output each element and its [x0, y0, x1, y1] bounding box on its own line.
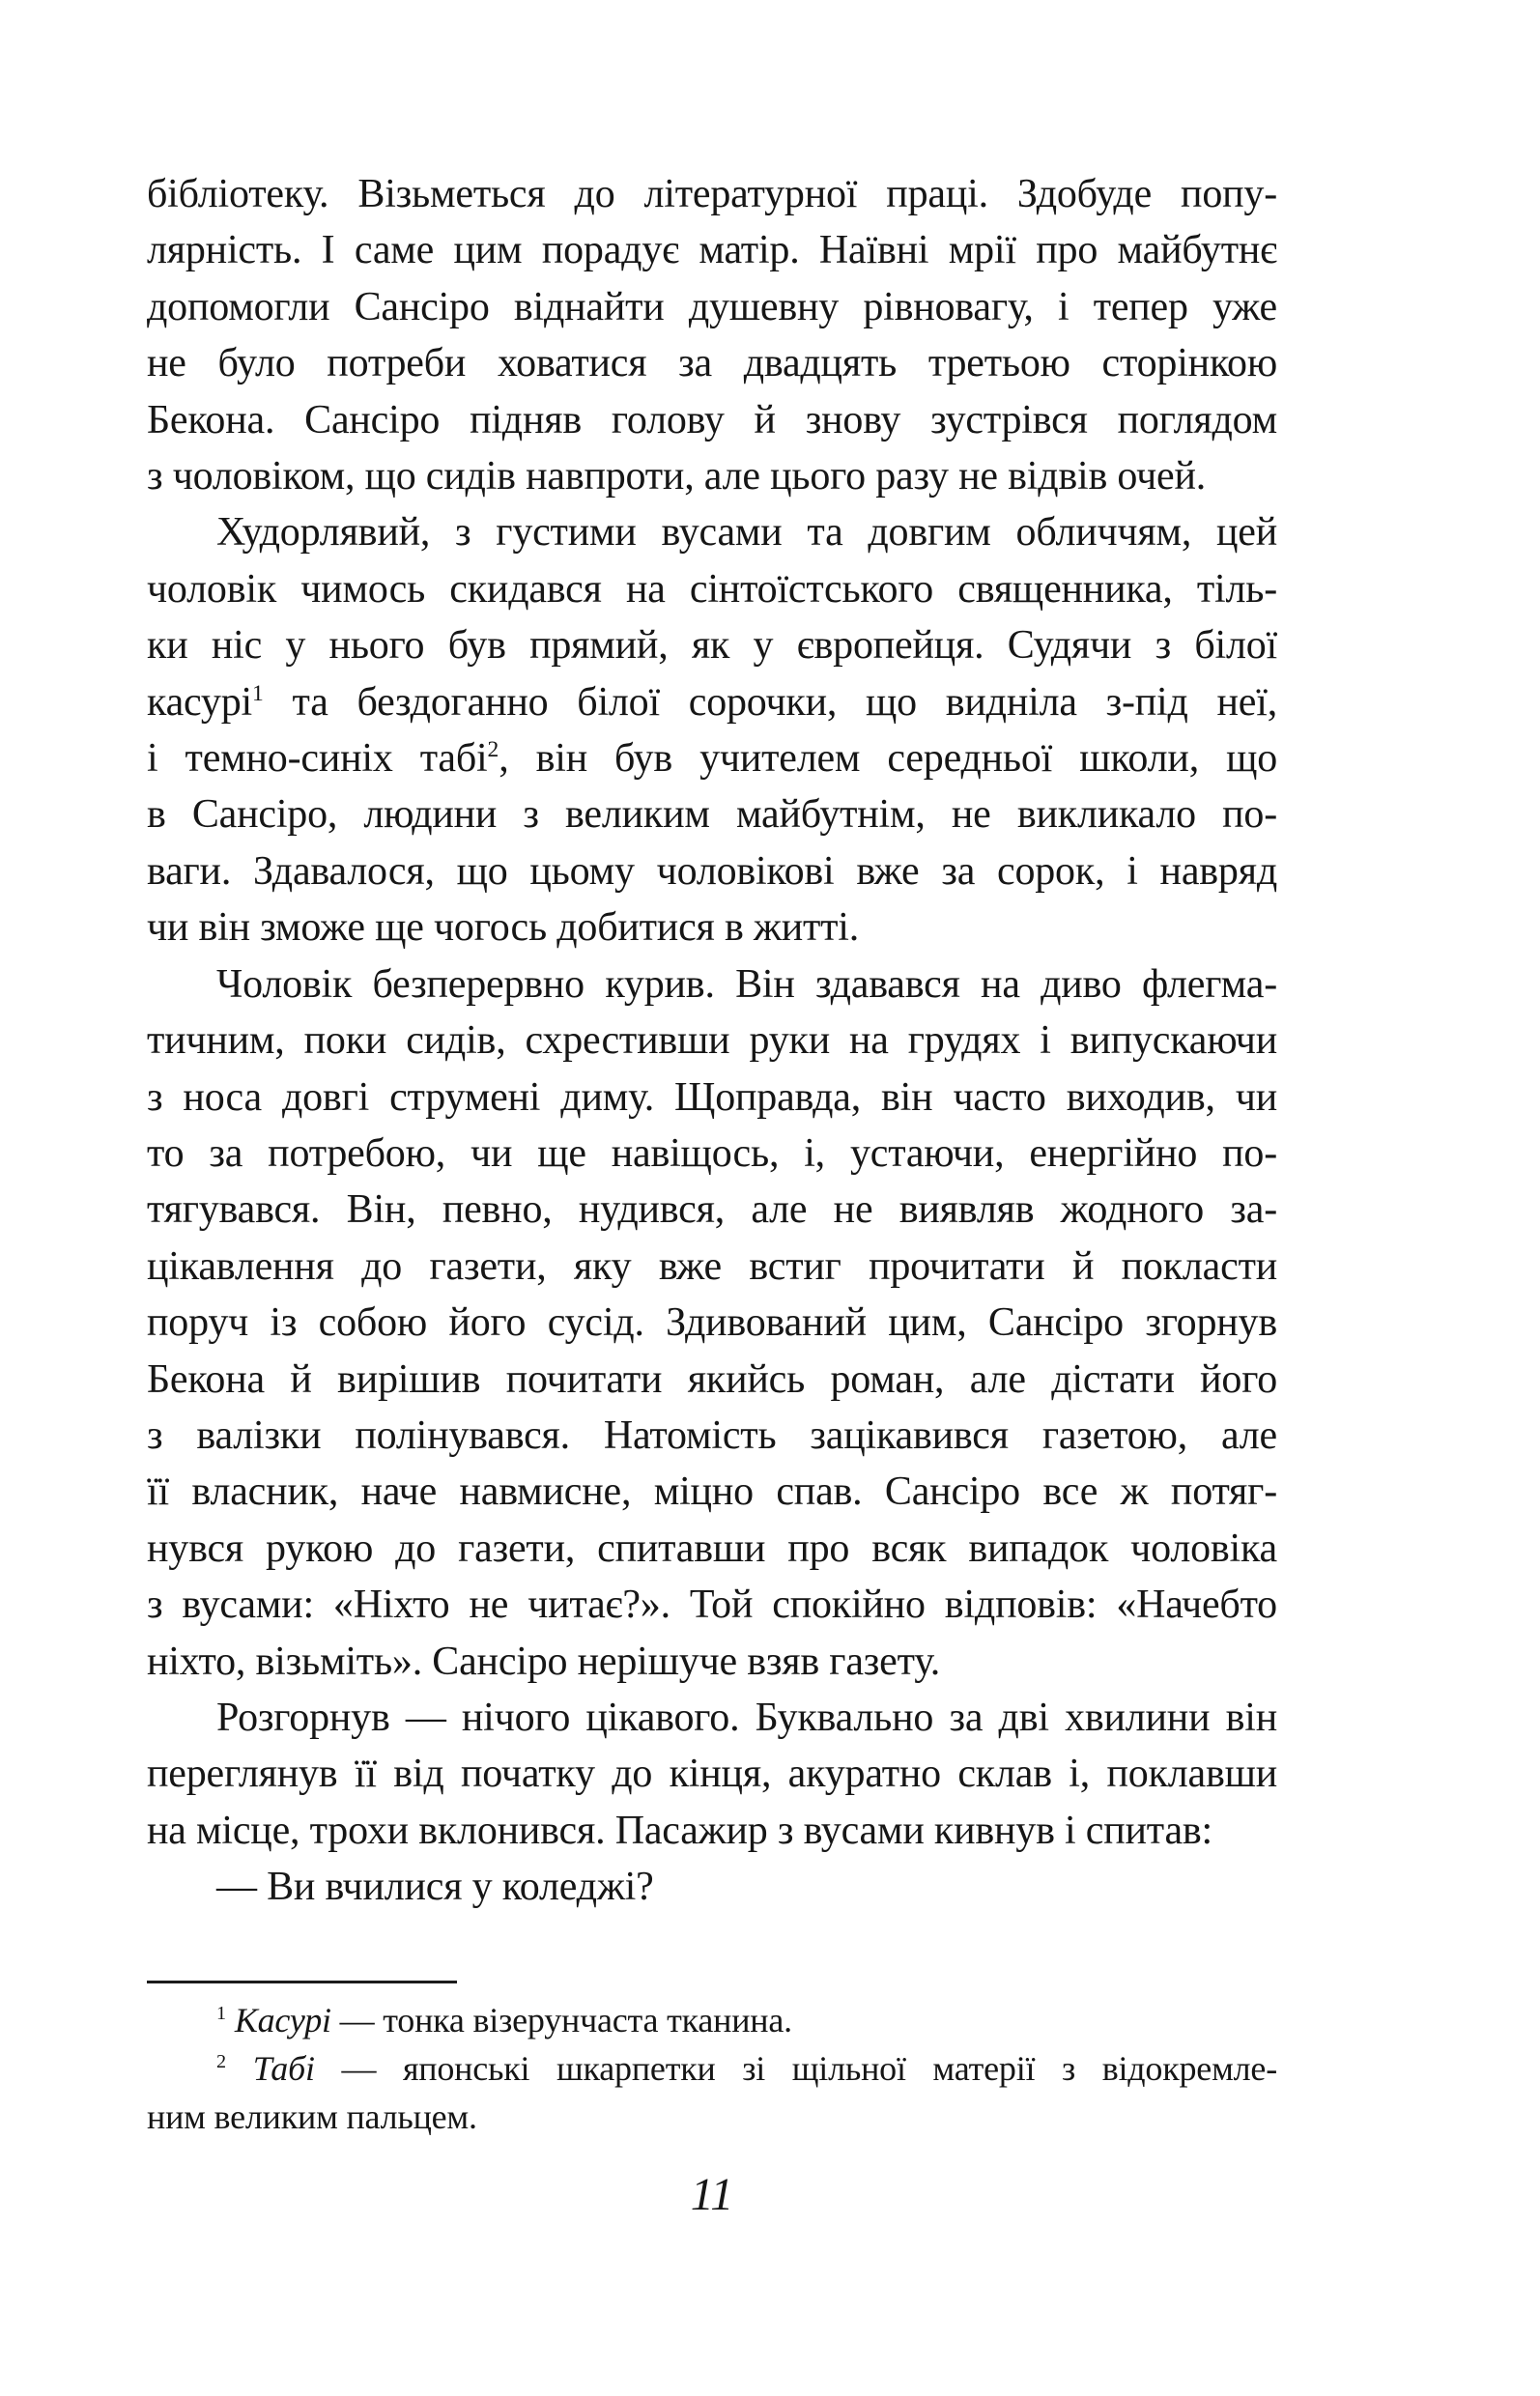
footnotes — [147, 1996, 1277, 2141]
text-line: — Ви вчилися у коледжі? — [216, 1865, 654, 1910]
text-line: цікавлення до газети, яку вже встиг прочитати й покласти — [147, 1243, 1277, 1289]
text-line: тичним, поки сидів, схрестивши руки на грудях і випускаючи — [147, 1018, 1277, 1064]
text-line: на місце, трохи вклонився. Пасажир з вусами кивнув і спитав: — [147, 1808, 1213, 1853]
text-line: чи він зможе ще чогось добитися в житті. — [147, 905, 860, 951]
text-line: Худорлявий, з густими вусами та довгим обличчям, цей — [216, 510, 1277, 556]
body-text — [147, 166, 1277, 1916]
text-line: поруч із собою його сусід. Здивований цим, Сансіро згорнув — [147, 1300, 1277, 1346]
text-line: ки ніс у нього був прямий, як у європейця. Судячи з білої — [147, 623, 1277, 669]
text-line: і темно-синіх табі$^2$, він був учителем середньої школи, що — [147, 736, 1278, 782]
text-line: допомогли Сансіро віднайти душевну рівновагу, і тепер уже — [147, 284, 1277, 329]
text-line: переглянув її від початку до кінця, акуратно склав і, поклавши — [147, 1752, 1277, 1797]
text-line: її власник, наче навмисне, міцно спав. Сансіро все ж потяг- — [147, 1469, 1277, 1515]
text-line: з валізки полінувався. Натомість зацікавився газетою, але — [147, 1412, 1277, 1458]
text-line: ніхто, візьміть». Сансіро нерішуче взяв газету. — [147, 1639, 941, 1684]
text-line: бібліотеку. Візьметься до літературної праці. Здобуде попу- — [147, 172, 1277, 216]
text-line: тягувався. Він, певно, нудився, але не виявляв жодного за- — [147, 1187, 1277, 1233]
text-line: з носа довгі струмені диму. Щоправда, він часто виходив, чи — [147, 1074, 1277, 1120]
text-line: чоловік чимось скидався на сінтоїстського священника, тіль- — [147, 566, 1277, 612]
page-number: 11 — [690, 2169, 734, 2220]
text-line: лярність. І саме цим порадує матір. Наївні мрії про майбутнє — [147, 228, 1277, 273]
text-line: Чоловік безперервно курив. Він здавався на диво флегма- — [216, 961, 1277, 1007]
text-line: нувся рукою до газети, спитавши про всяк випадок чоловіка — [147, 1526, 1277, 1571]
footnote-line: $^2$ Табі — японські шкарпетки зі щільної матерії з відокремле- — [216, 2049, 1277, 2088]
text-line: Розгорнув — нічого цікавого. Буквально за дві хвилини він — [216, 1695, 1277, 1740]
text-line: Бекона й вирішив почитати якийсь роман, але дістати його — [147, 1356, 1277, 1402]
text-line: Бекона. Сансіро підняв голову й знову зустрівся поглядом — [147, 397, 1277, 442]
footnote-line: ним великим пальцем. — [147, 2097, 477, 2136]
text-line: не було потреби ховатися за двадцять третьою сторінкою — [147, 341, 1277, 386]
footnote-separator — [147, 1981, 457, 1983]
footnote-line: $^1$ Касурі — тонка візерунчаста тканина. — [216, 2001, 792, 2039]
text-line: з вусами: «Ніхто не читає?». Той спокійно відповів: «Начебто — [147, 1583, 1277, 1628]
text-line: касурі$^1$ та бездоганно білої сорочки, що видніла з-під неї, — [147, 679, 1277, 725]
text-line: то за потребою, чи ще навіщось, і, устаючи, енергійно по- — [147, 1130, 1277, 1176]
text-line: в Сансіро, людини з великим майбутнім, не викликало по- — [147, 792, 1277, 838]
text-line: з чоловіком, що сидів навпроти, але цього разу не відвів очей. — [147, 454, 1207, 499]
text-line: ваги. Здавалося, що цьому чоловікові вже за сорок, і навряд — [147, 848, 1277, 894]
